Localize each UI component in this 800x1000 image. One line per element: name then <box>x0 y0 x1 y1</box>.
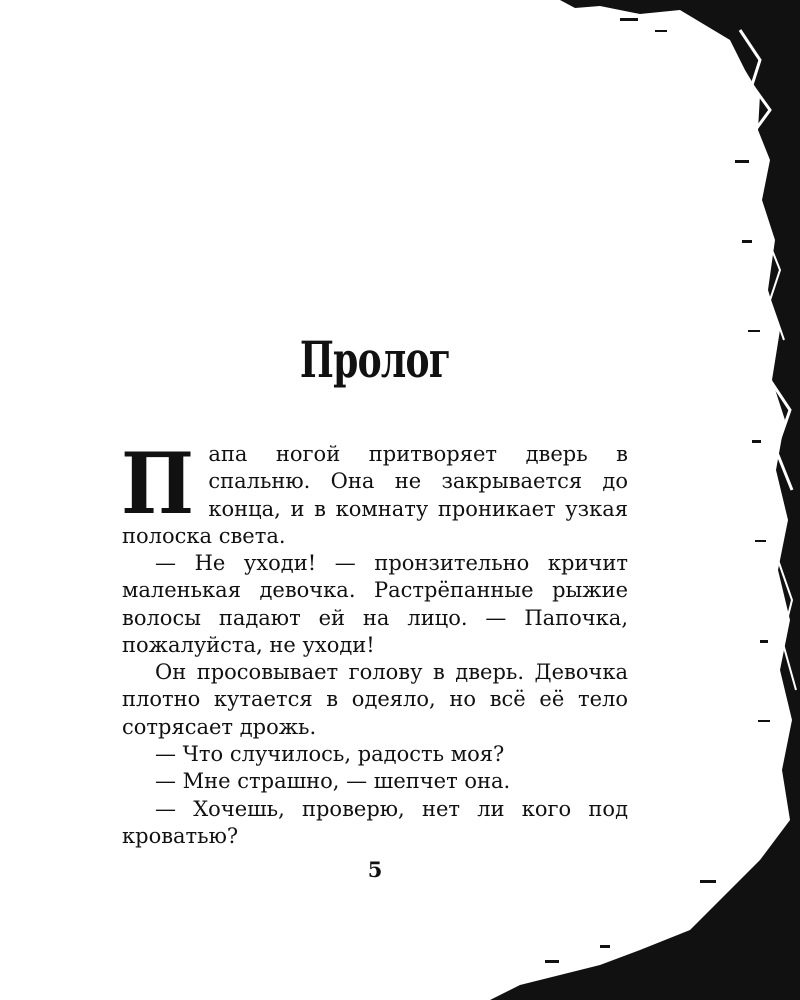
paragraph-6: — Хочешь, проверю, нет ли кого под кроватью? <box>122 796 628 848</box>
page-number: 5 <box>367 857 383 882</box>
chapter-title: Пролог <box>299 330 451 389</box>
paragraph-1-text: апа ногой притворяет дверь в спальню. Она не закрывается до конца, и в комнату проникает узкая полоска света. <box>122 442 628 548</box>
drop-cap: П <box>121 434 194 533</box>
paragraph-2: — Не уходи! — пронзительно кричит маленькая девочка. Растрёпанные рыжие волосы падают ей на лицо. — Папочка, пожалуйста, не уходи! <box>122 551 628 657</box>
paragraph-4: — Что случилось, радость моя? <box>155 742 505 767</box>
prologue-text <box>121 434 628 850</box>
paragraph-3: Он просовывает голову в дверь. Девочка плотно кутается в одеяло, но всё её тело сотрясает дрожь. <box>122 660 628 739</box>
paragraph-1 <box>121 434 628 550</box>
paragraph-5: — Мне страшно, — шепчет она. <box>155 769 511 794</box>
